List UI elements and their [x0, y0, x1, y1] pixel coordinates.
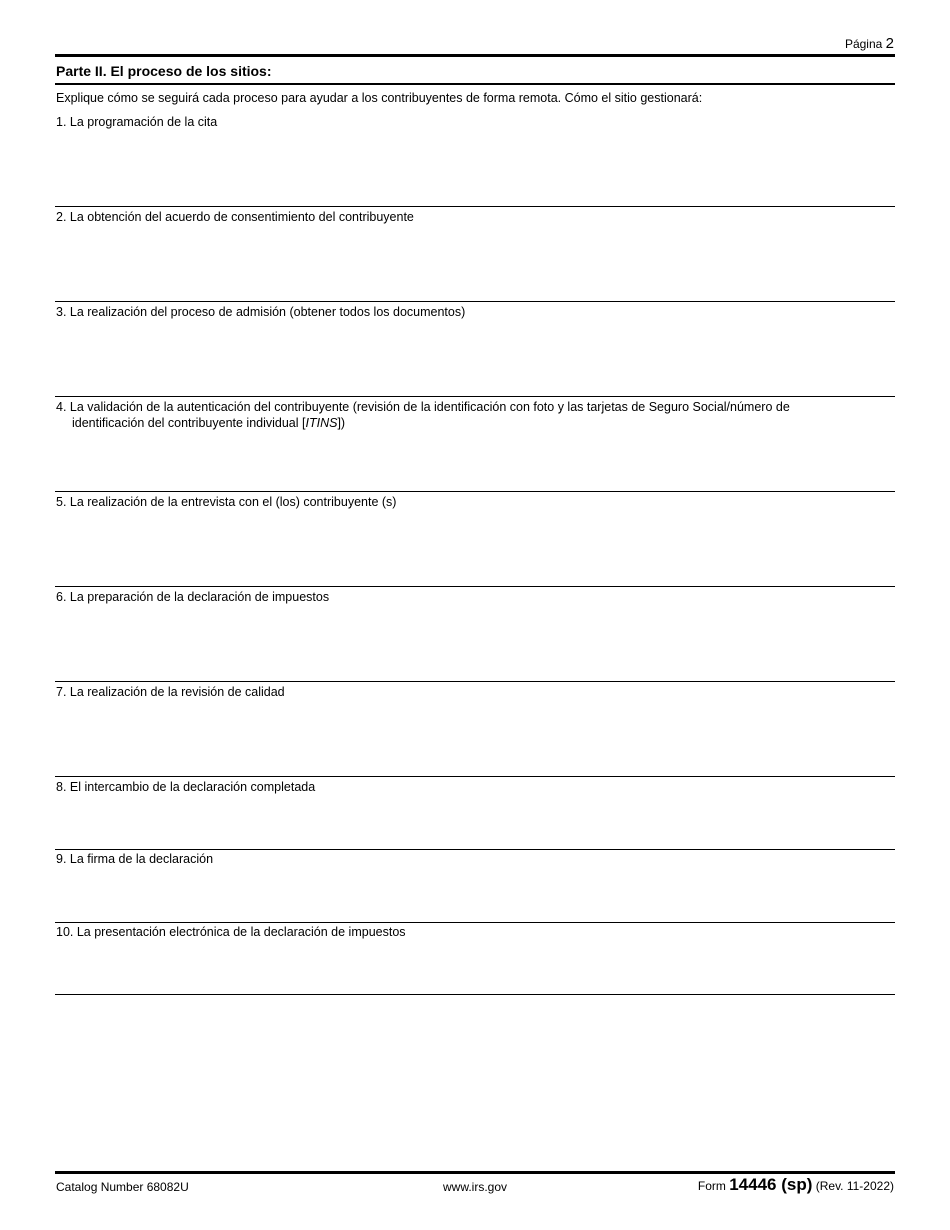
process-item-5 — [56, 494, 886, 510]
process-item-6 — [56, 589, 886, 605]
item-text: 1. La programación de la cita — [56, 115, 218, 129]
answer-line-3[interactable] — [55, 396, 895, 397]
form-identifier — [698, 1175, 894, 1195]
item-text: 3. La realización del proceso de admisión (obtener todos los documentos) — [56, 305, 466, 319]
answer-line-5[interactable] — [55, 586, 895, 587]
answer-line-7[interactable] — [55, 776, 895, 777]
answer-line-2[interactable] — [55, 301, 895, 302]
process-item-1 — [56, 114, 886, 130]
cont-text: identificación del contribuyente individual [ — [72, 416, 306, 430]
footer-thick-rule — [55, 1171, 895, 1174]
item-text: 9. La firma de la declaración — [56, 852, 214, 866]
process-item-9 — [56, 851, 886, 867]
answer-line-4[interactable] — [55, 491, 895, 492]
answer-line-8[interactable] — [55, 849, 895, 850]
part-title-rule — [55, 83, 895, 85]
process-item-3 — [56, 304, 886, 320]
form-revision: (Rev. 11-2022) — [815, 1179, 894, 1193]
cont-text-end: ]) — [337, 416, 346, 430]
answer-line-1[interactable] — [55, 206, 895, 207]
answer-line-10[interactable] — [55, 994, 895, 995]
item-text: 2. La obtención del acuerdo de consentimiento del contribuyente — [56, 210, 414, 224]
part-intro: Explique cómo se seguirá cada proceso para ayudar a los contribuyentes de forma remota. Cómo el sitio gestionará: — [56, 91, 703, 105]
process-item-4 — [56, 399, 886, 431]
answer-line-9[interactable] — [55, 922, 895, 923]
process-item-10 — [56, 924, 886, 940]
item-text: 4. La validación de la autenticación del contribuyente (revisión de la identificación con foto y las tarjetas de Seguro Social/número de — [56, 400, 790, 414]
page-number: 2 — [885, 35, 894, 52]
itins-term: ITINS — [305, 416, 338, 430]
process-item-7 — [56, 684, 886, 700]
form-word: Form — [697, 1179, 726, 1193]
top-thick-rule — [55, 54, 895, 57]
item-text: 7. La realización de la revisión de calidad — [56, 685, 285, 699]
page-word: Página — [844, 37, 883, 51]
item-continuation — [56, 415, 886, 431]
process-item-2 — [56, 209, 886, 225]
item-text: 8. El intercambio de la declaración completada — [56, 780, 316, 794]
process-item-8 — [56, 779, 886, 795]
item-text: 6. La preparación de la declaración de impuestos — [56, 590, 330, 604]
page-number-label — [845, 35, 894, 52]
item-text: 10. La presentación electrónica de la declaración de impuestos — [56, 925, 406, 939]
part-title: Parte II. El proceso de los sitios: — [56, 63, 272, 79]
form-number: 14446 (sp) — [729, 1175, 813, 1194]
catalog-number: Catalog Number 68082U — [56, 1180, 189, 1194]
website-link: www.irs.gov — [442, 1180, 507, 1194]
item-text: 5. La realización de la entrevista con el (los) contribuyente (s) — [56, 495, 397, 509]
answer-line-6[interactable] — [55, 681, 895, 682]
